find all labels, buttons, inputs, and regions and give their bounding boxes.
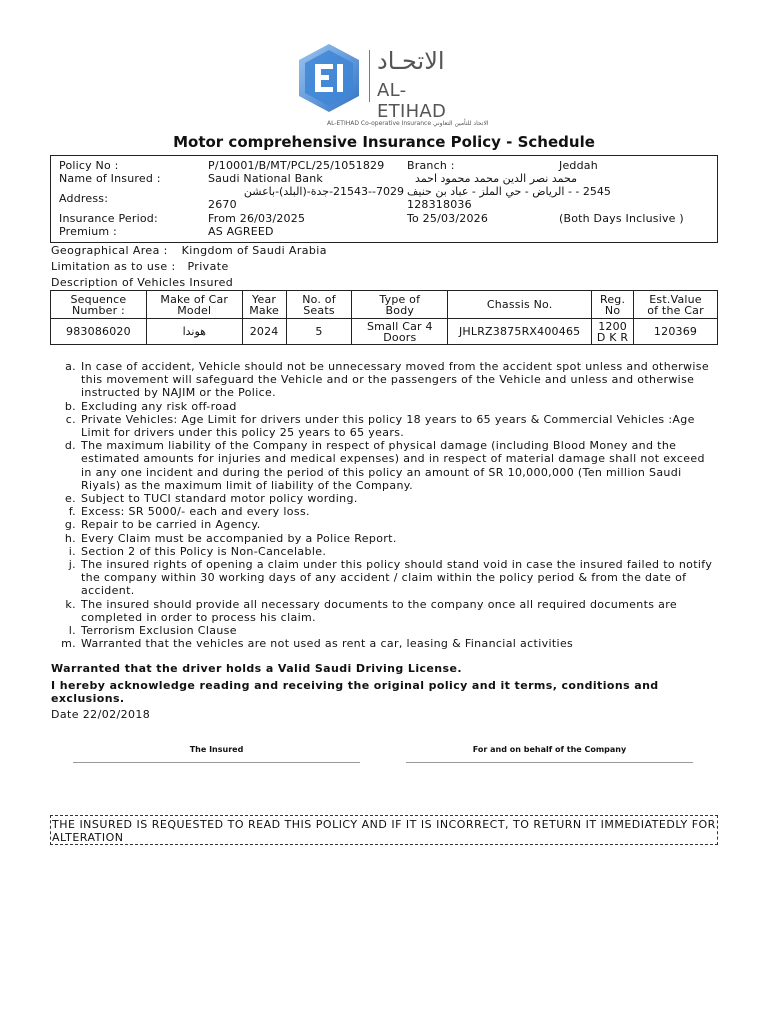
period-to: To 25/03/2026	[407, 212, 489, 225]
al-etihad-logo-mark-icon	[295, 42, 363, 114]
column-header: Reg. No	[592, 291, 634, 319]
alteration-notice: THE INSURED IS REQUESTED TO READ THIS POLICY AND IF IT IS INCORRECT, TO RETURN IT IMMEDIATEDLY FOR ALTERATION	[50, 815, 718, 845]
insured-signature-label: The Insured	[189, 745, 244, 754]
limitation-value: Private	[187, 260, 229, 273]
period-from: From 26/03/2025	[208, 212, 306, 225]
list-item: e. Subject to TUCI standard motor policy wording.	[65, 492, 358, 506]
list-item: k. The insured should provide all necessary documents to the company once all required documents are completed in order to process his claim.	[65, 597, 678, 624]
list-item: i. Section 2 of this Policy is Non-Cancelable.	[68, 544, 327, 558]
document-date: Date 22/02/2018	[51, 708, 151, 721]
premium-label: Premium :	[59, 225, 117, 238]
logo-divider	[369, 50, 370, 102]
column-header: No. of Seats	[286, 291, 352, 319]
address-line-2: 2670	[208, 198, 237, 211]
insured-arabic-name: محمد نصر الدين محمد محمود احمد	[415, 172, 577, 185]
table-row	[51, 319, 718, 345]
address-line-4: 128318036	[407, 198, 472, 211]
column-header: Make of Car Model	[146, 291, 242, 319]
company-signature-line	[406, 762, 693, 763]
column-header: Chassis No.	[448, 291, 592, 319]
address-line-1: 7029--21543-جدة-(البلد)-باعشن	[243, 185, 404, 198]
list-item: l. Terrorism Exclusion Clause	[68, 624, 237, 638]
list-item: b. Excluding any risk off-road	[64, 399, 237, 413]
logo-english-name: AL-ETIHAD	[377, 80, 447, 122]
company-logo	[295, 42, 489, 134]
acknowledgement-statement: I hereby acknowledge reading and receiving the original policy and it terms, conditions and exclusions.	[51, 679, 659, 705]
policy-details-box	[50, 155, 718, 243]
table-cell: JHLRZ3875RX400465	[448, 319, 592, 345]
premium-value: AS AGREED	[208, 225, 274, 238]
list-item: j. The insured rights of opening a claim under this policy should stand void in case the insured failed to notify the company within 30 working days of any accident / claim within the policy period & from the date of accident.	[68, 558, 713, 598]
address-label: Address:	[59, 192, 109, 205]
vehicles-label: Description of Vehicles Insured	[51, 276, 234, 289]
warranty-statement: Warranted that the driver holds a Valid Saudi Driving License.	[51, 662, 462, 675]
list-item: f. Excess: SR 5000/- each and every loss.	[68, 505, 310, 519]
geo-area-row	[51, 244, 327, 257]
policy-no-value: P/10001/B/MT/PCL/25/1051829	[208, 159, 385, 172]
insured-signature-line	[73, 762, 360, 763]
insured-label: Name of Insured :	[59, 172, 161, 185]
limitation-label: Limitation as to use :	[51, 260, 176, 273]
column-header: Type of Body	[352, 291, 448, 319]
list-item: d. The maximum liability of the Company in respect of physical damage (including Blood Money and the estimated amounts for injuries and medical expenses) and in respect of material damage shall not exceed in any one incident and during the period of this policy an amount of SR 10,000,000 (Ten million Saudi Riyals) as the maximum limit of liability of the Company.	[64, 439, 705, 492]
table-cell: 2024	[242, 319, 286, 345]
table-cell: 1200 D K R	[592, 319, 634, 345]
column-header: Sequence Number :	[51, 291, 147, 319]
list-item: g. Repair to be carried in Agency.	[64, 518, 261, 532]
company-signature-label: For and on behalf of the Company	[472, 745, 627, 754]
column-header: Est.Value of the Car	[634, 291, 718, 319]
branch-value: Jeddah	[559, 159, 598, 172]
limitation-row	[51, 260, 229, 273]
table-cell: 120369	[634, 319, 718, 345]
column-header: Year Make	[242, 291, 286, 319]
list-item: a. In case of accident, Vehicle should not be unnecessary moved from the accident spot unless and otherwise this movement will safeguard the Vehicle and or the passengers of the Vehicle and unless and otherwise instructed by NAJIM or the Police.	[65, 360, 709, 400]
address-line-3: 2545 - - الرياض - حي الملز - عباد بن حنيف	[407, 185, 611, 198]
geo-area-label: Geographical Area :	[51, 244, 168, 257]
branch-label: Branch :	[407, 159, 455, 172]
geo-area-value: Kingdom of Saudi Arabia	[181, 244, 327, 257]
period-label: Insurance Period:	[59, 212, 158, 225]
list-item: m. Warranted that the vehicles are not used as rent a car, leasing & Financial activities	[61, 637, 574, 651]
table-cell: 5	[286, 319, 352, 345]
vehicle-table	[50, 290, 718, 345]
table-cell: هوندا	[146, 319, 242, 345]
logo-tagline: AL-ETIHAD Co-operative Insurance الاتحاد للتأمين التعاوني	[327, 120, 489, 127]
table-cell: Small Car 4 Doors	[352, 319, 448, 345]
policy-no-label: Policy No :	[59, 159, 119, 172]
list-item: h. Every Claim must be accompanied by a Police Report.	[64, 531, 397, 545]
policy-clauses-list	[58, 360, 718, 650]
insured-value: Saudi National Bank	[208, 172, 323, 185]
period-note: (Both Days Inclusive )	[559, 212, 684, 225]
list-item: c. Private Vehicles: Age Limit for drivers under this policy 18 years to 65 years & Commercial Vehicles :Age Limit for drivers under this policy 25 years to 65 years.	[65, 412, 695, 440]
table-cell: 983086020	[51, 319, 147, 345]
logo-arabic-name: الاتحـاد	[377, 47, 445, 75]
vehicle-table-header-row	[51, 291, 718, 319]
document-title: Motor comprehensive Insurance Policy - Schedule	[173, 133, 595, 151]
